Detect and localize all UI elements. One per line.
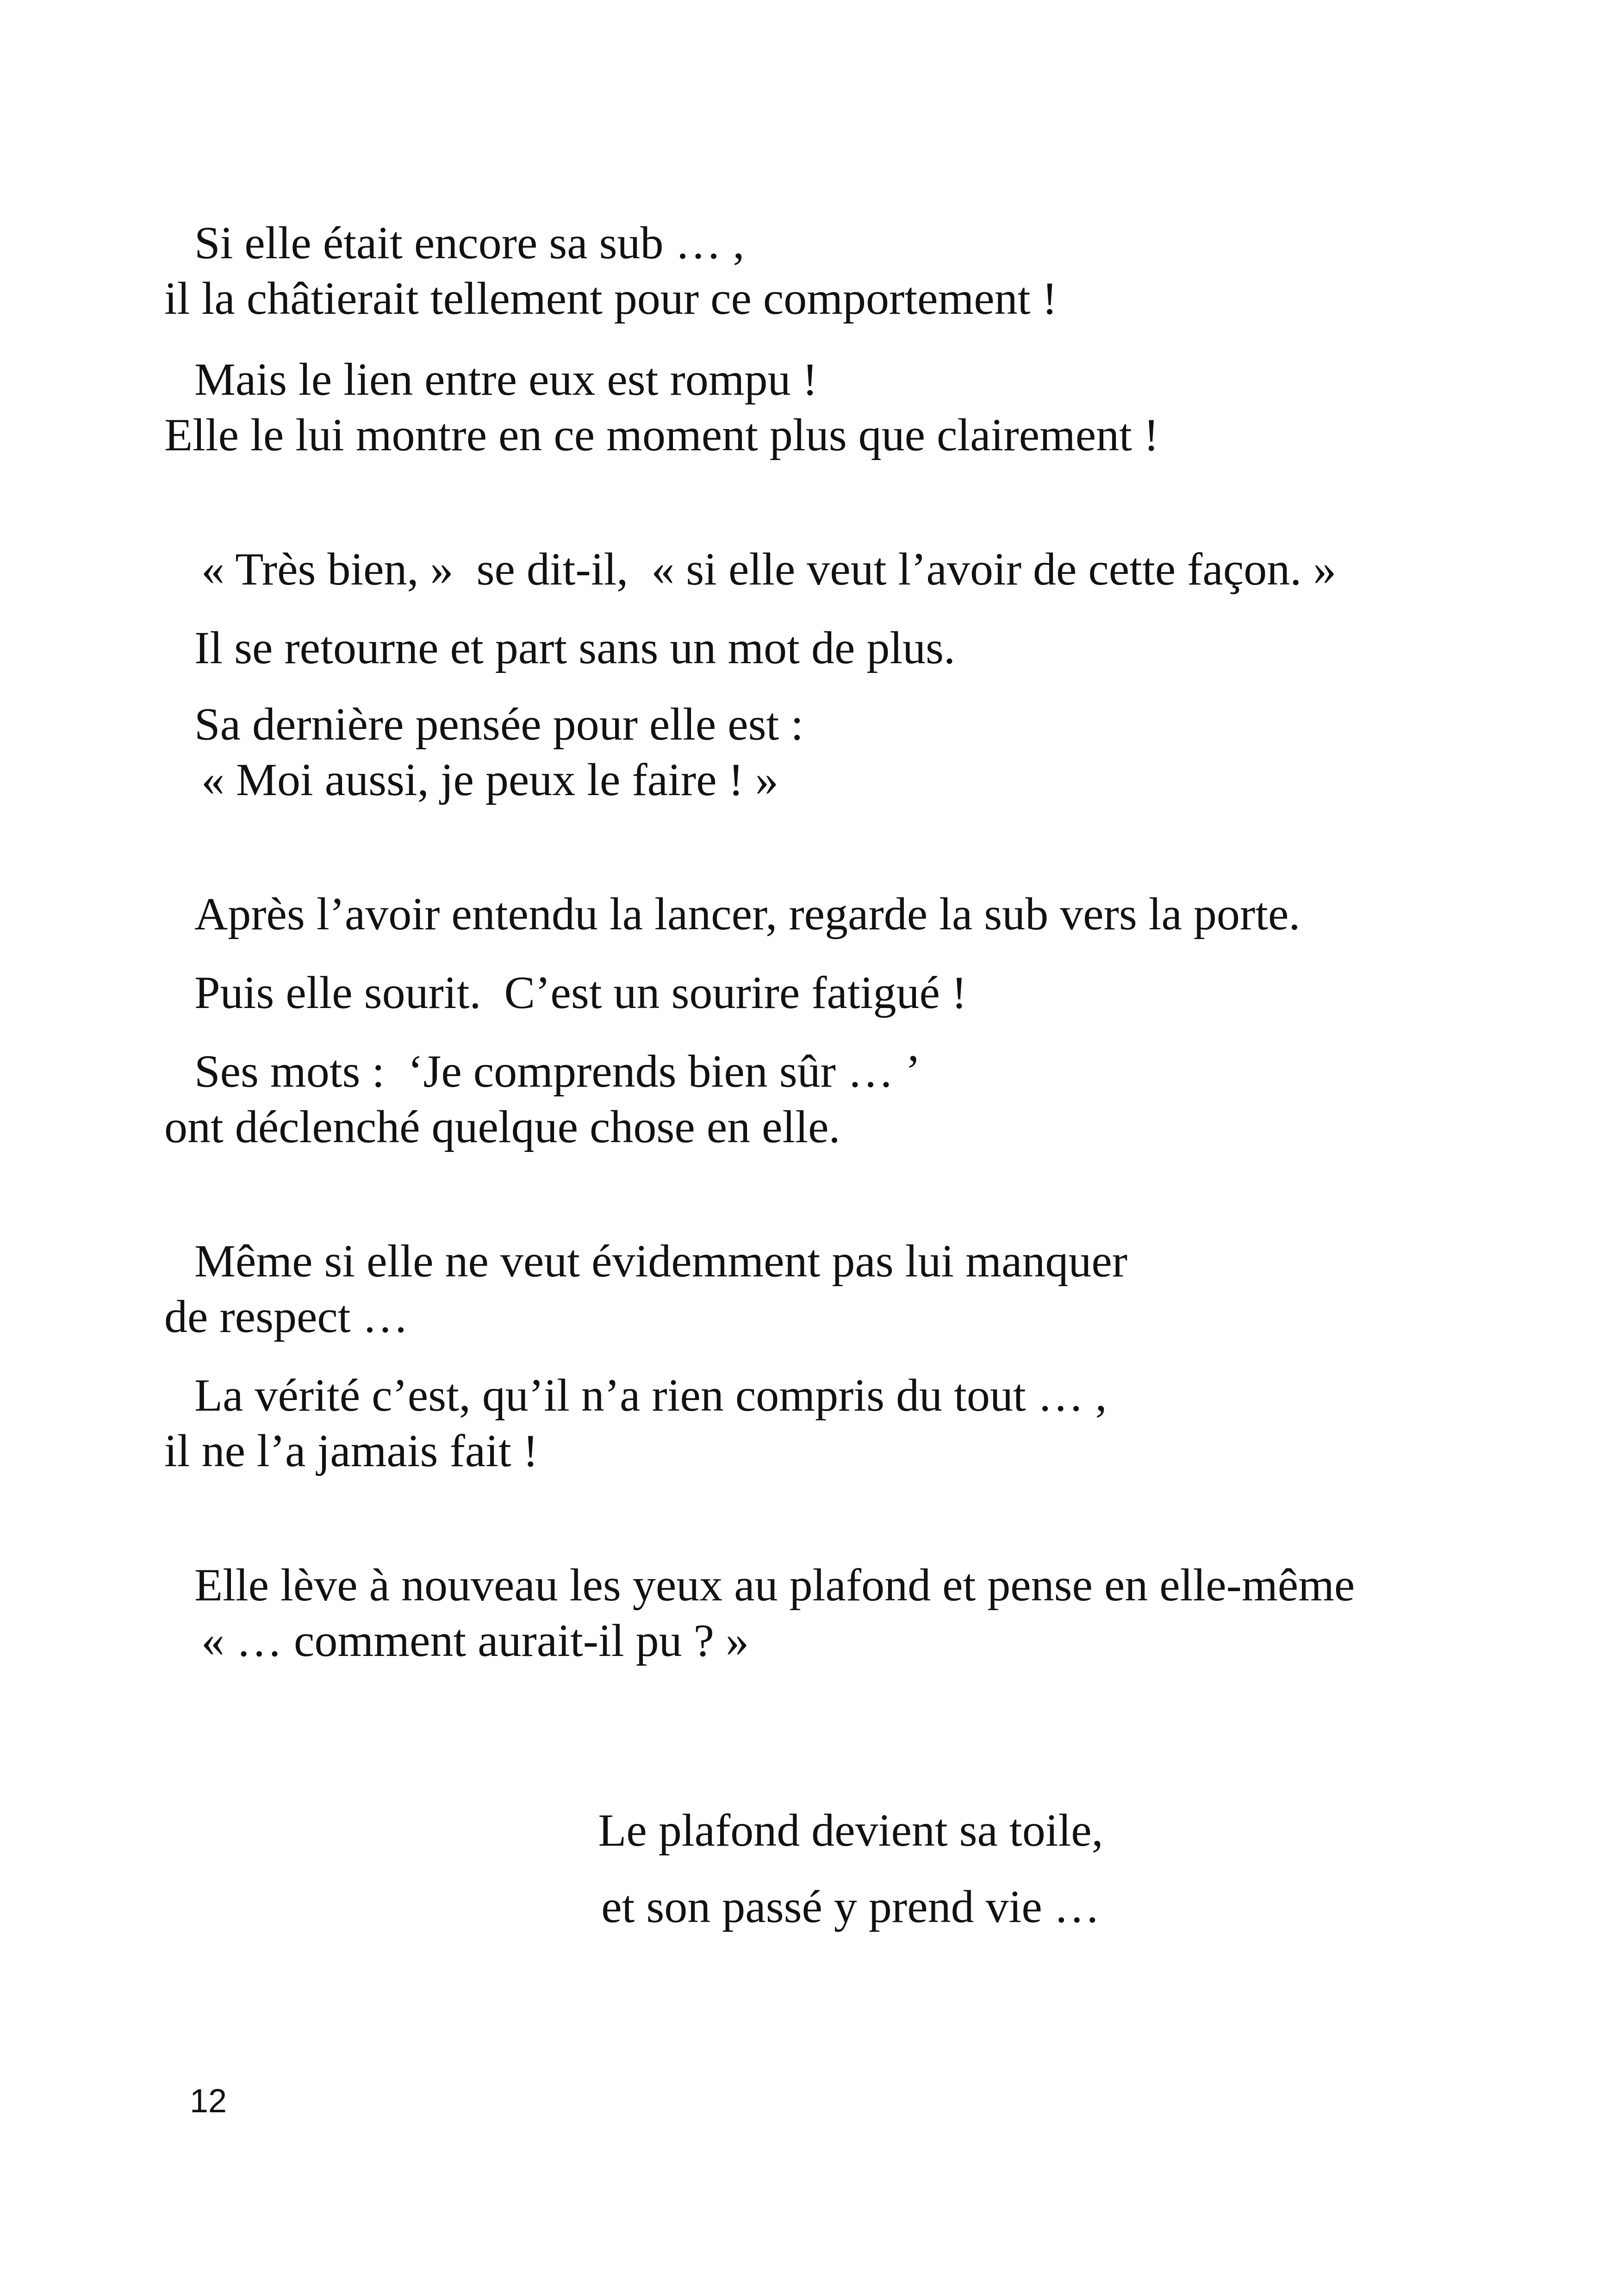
text-line: Puis elle sourit. C’est un sourire fatigué ! [194,967,967,1018]
text-line: il la châtierait tellement pour ce comportement ! [164,273,1058,324]
text-line: Elle lève à nouveau les yeux au plafond et pense en elle-même [194,1559,1355,1611]
text-line: Ses mots : ‘Je comprends bien sûr … ’ [194,1045,921,1097]
text-line: La vérité c’est, qu’il n’a rien compris du tout … , [194,1369,1107,1421]
text-line: Après l’avoir entendu la lancer, regarde la sub vers la porte. [194,888,1301,940]
text-line: ont déclenché quelque chose en elle. [164,1101,840,1152]
text-line: Il se retourne et part sans un mot de plus. [194,622,956,673]
text-line: « … comment aurait-il pu ? » [201,1615,749,1666]
text-line: Même si elle ne veut évidemment pas lui manquer [194,1235,1128,1287]
text-line: Mais le lien entre eux est rompu ! [194,354,818,405]
text-line: Sa dernière pensée pour elle est : [194,698,804,750]
text-line: « Très bien, » se dit-il, « si elle veut l’avoir de cette façon. » [201,543,1337,595]
page-number: 12 [190,2083,227,2120]
text-line: il ne l’a jamais fait ! [164,1425,539,1476]
text-line: Elle le lui montre en ce moment plus que clairement ! [164,409,1159,460]
text-line: « Moi aussi, je peux le faire ! » [201,754,778,805]
closing-line: Le plafond devient sa toile, [598,1804,1103,1856]
closing-line: et son passé y prend vie … [601,1881,1100,1932]
text-line: Si elle était encore sa sub … , [194,217,745,268]
text-line: de respect … [164,1291,409,1342]
